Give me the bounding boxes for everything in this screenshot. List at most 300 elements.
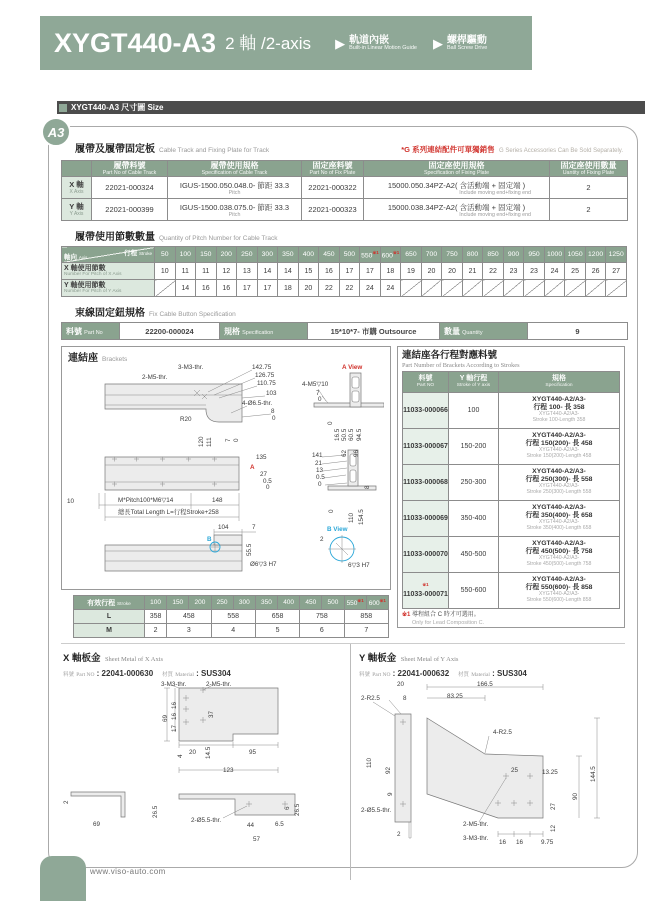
es-header-row [74, 596, 389, 610]
es-col-header: 400 [278, 596, 300, 610]
spec-label: 規格 Specification [220, 323, 308, 340]
part-value: 22200-000024 [120, 323, 220, 340]
pitch-value-cell [544, 280, 565, 297]
es-row-label: M [74, 624, 145, 638]
pitch-col-header: 700 [421, 247, 442, 263]
dimension-label: 94.5 [356, 429, 363, 442]
dimension-label: 69 [162, 715, 169, 723]
dimension-label: 144.5 [590, 766, 597, 783]
es-row [74, 610, 389, 624]
dimension-label: 0 [272, 415, 276, 423]
es-col-header: 150 [167, 596, 189, 610]
fix-spec: 15000.050.34PZ-A2( 含活動端 + 固定端 ) Include moving end+fixing end [364, 177, 550, 199]
pitch-value-cell [421, 280, 442, 297]
pitch-col-header: 1200 [585, 247, 606, 263]
dimension-label: 2 [63, 800, 70, 805]
pitch-value-cell [503, 280, 524, 297]
dimension-label: 0.5 [316, 474, 325, 482]
pitch-value-cell: 24 [544, 263, 565, 280]
pitch-table [61, 246, 627, 297]
bk-stroke: 450-500 [449, 536, 499, 572]
dimension-label: B [207, 536, 212, 544]
dimension-label: Ø6▽3 H7 [250, 561, 277, 569]
fix-part-no: 22021-000323 [302, 199, 364, 221]
es-value-cell: 858 [344, 610, 388, 624]
dimension-label: 10 [67, 498, 75, 506]
es-row-label: L [74, 610, 145, 624]
dimension-label: 9 [387, 792, 394, 797]
pitch-col-header: 750 [442, 247, 463, 263]
dimension-label: 26.5 [294, 804, 301, 817]
pitch-col-header: 950 [524, 247, 545, 263]
pitch-col-header: 50 [155, 247, 176, 263]
col-header: 固定座使用規格 Specification of Fixing Plate [364, 161, 550, 177]
pitch-value-cell: 13 [237, 263, 258, 280]
pitch-col-header: 1000 [544, 247, 565, 263]
es-value-cell: 7 [344, 624, 388, 638]
dimension-label: 83.25 [447, 693, 463, 701]
dimension-label: 2 [397, 831, 401, 839]
bk-stroke: 100 [449, 392, 499, 428]
corner-blank [62, 161, 92, 177]
pitch-value-cell: 18 [278, 280, 299, 297]
dimension-label: 4-Ø6.5-thr. [242, 400, 273, 408]
dimension-label: 0 [266, 484, 270, 492]
dimension-label: 154.5 [358, 509, 365, 526]
es-row [74, 624, 389, 638]
dimension-label: 0 [318, 396, 322, 404]
bk-header-row [403, 371, 620, 392]
dimension-label: 123 [223, 767, 234, 775]
bk-part: 11033-000069 [403, 500, 449, 536]
dimension-label: 4 [177, 754, 184, 759]
section-bar [57, 101, 645, 114]
dimension-label: A View [342, 364, 363, 372]
es-value-cell: 4 [211, 624, 255, 638]
cable-track-row-y [62, 199, 628, 221]
qty-label: 數量 Quantity [440, 323, 528, 340]
dimension-label: 110 [348, 513, 355, 524]
cable-track-title [75, 139, 625, 157]
pitch-row-1 [62, 280, 627, 297]
pitch-value-cell [155, 280, 176, 297]
dimension-label: 110 [366, 758, 373, 769]
feature-ball-screw [433, 35, 487, 52]
spec-value: 15*10*7- 市購 Outsource [308, 323, 440, 340]
dimension-label: 7 [225, 438, 232, 443]
pitch-value-cell: 14 [175, 280, 196, 297]
pitch-value-cell: 10 [155, 263, 176, 280]
part-no: 22021-000324 [92, 177, 168, 199]
dimension-label: 3-M3-thr. [161, 681, 187, 689]
y-sheet-diagram [359, 682, 609, 854]
dimension-label: 92 [385, 767, 392, 775]
dimension-label: 6.5 [275, 821, 284, 829]
dimension-label: 0 [328, 509, 335, 514]
a3-badge: A3 [41, 117, 71, 147]
bk-stroke: 350-400 [449, 500, 499, 536]
pitch-value-cell: 17 [237, 280, 258, 297]
x-sheet-diagram [63, 682, 313, 854]
pitch-value-cell: 18 [380, 263, 401, 280]
pitch-value-cell [585, 280, 606, 297]
dimension-label: 2-R2.5 [361, 695, 380, 703]
pitch-row-0 [62, 263, 627, 280]
y-sheet-title: Y 軸板金 Sheet Metal of Y Axis [359, 653, 459, 665]
es-value-cell: 558 [211, 610, 255, 624]
feature-badges [335, 35, 487, 52]
dimension-label: 21 [315, 460, 323, 468]
dimension-label: 57 [253, 836, 261, 844]
feature-zh: 軌道內嵌 [349, 34, 390, 46]
pitch-col-header: 1050 [565, 247, 586, 263]
bk-part: 11033-000066 [403, 392, 449, 428]
page-subtitle: 2 軸 /2-axis [225, 33, 312, 53]
pitch-value-cell: 14 [278, 263, 299, 280]
dimension-label: 7 [316, 390, 320, 398]
col-header: 履帶使用規格 Specification of Cable Track [168, 161, 302, 177]
arrow-icon: ▶ [335, 35, 346, 51]
pitch-section-title: 履帶使用節數數量 Quantity of Pitch Number for Cable Track [75, 232, 278, 244]
pitch-col-header: 200 [216, 247, 237, 263]
pitch-value-cell [442, 280, 463, 297]
pitch-value-cell: 11 [175, 263, 196, 280]
dimension-label: 148 [212, 497, 223, 505]
fix-spec: 15000.038.34PZ-A2( 含活動端 + 固定端 ) Include moving end+fixing end [364, 199, 550, 221]
dimension-label: 27 [260, 471, 268, 479]
effective-stroke-table [73, 595, 389, 638]
dimension-label: 0.5 [263, 478, 272, 486]
pitch-value-cell: 23 [503, 263, 524, 280]
pitch-col-header: 250 [237, 247, 258, 263]
dimension-label: 4-R2.5 [493, 729, 512, 737]
es-col-header: 250 [211, 596, 233, 610]
es-value-cell: 2 [145, 624, 167, 638]
dimension-label: 2 [320, 536, 324, 544]
page-title: XYGT440-A3 [54, 27, 217, 58]
y-sheet-meta: 料號 Part NO : 22041-000632 材質 Material : SUS304 [359, 669, 527, 679]
brackets-partno-table [402, 371, 620, 609]
g-series-note: *G 系列連結配件可單獨銷售 G Series Accessories Can Be Sold Separately. [401, 145, 623, 154]
bk-stroke: 550-600 [449, 572, 499, 608]
pitch-col-header: 400 [298, 247, 319, 263]
dimension-label: 14.5 [205, 747, 212, 760]
qty-value: 9 [528, 323, 628, 340]
fix-qty: 2 [550, 199, 628, 221]
col-header: 規格 Specification [499, 371, 620, 392]
dimension-label: A [250, 464, 255, 472]
pitch-value-cell: 20 [421, 263, 442, 280]
dimension-label: 8 [403, 695, 407, 703]
dimension-label: 13 [316, 467, 324, 475]
dimension-label: 6▽3 H7 [348, 562, 370, 570]
x-sheet-title: X 軸板金 Sheet Metal of X Axis [63, 653, 164, 665]
pitch-col-header: 100 [175, 247, 196, 263]
dimension-label: B View [327, 526, 348, 534]
es-corner: 有效行程 Stroke [74, 596, 145, 610]
es-col-header: 100 [145, 596, 167, 610]
bk-spec: XYGT440-A2/A3- 行程 250(300)- 長 558 XYGT440-A2/A3- Stroke 250(300)-Length 558 [499, 464, 620, 500]
pitch-col-header: 350 [278, 247, 299, 263]
pitch-value-cell: 20 [442, 263, 463, 280]
dimension-label: 20 [397, 681, 405, 689]
dimension-label: 95 [249, 749, 257, 757]
dimension-label: 16 [499, 839, 507, 847]
col-header: 料號 Part NO [403, 371, 449, 392]
dimension-label: 0 [233, 438, 240, 443]
fix-button-title: 束線固定鈕規格 Fix Cable Button Specification [75, 308, 236, 320]
dimension-label: 20 [189, 749, 197, 757]
pitch-value-cell: 26 [585, 263, 606, 280]
pitch-header-row [62, 247, 627, 263]
dimension-label: M*Pitch100*M6▽14 [118, 497, 174, 505]
es-value-cell: 6 [300, 624, 344, 638]
x-sheet-panel [61, 644, 351, 880]
dimension-label: 135 [256, 454, 267, 462]
fix-part-no: 22021-000322 [302, 177, 364, 199]
dimension-label: 27 [550, 803, 557, 811]
dimension-label: 16.5 [334, 429, 341, 442]
dimension-label: 166.5 [477, 681, 493, 689]
pitch-col-header: 600$^{※1}$ [380, 247, 401, 263]
dimension-label: 16 [171, 713, 178, 721]
dimension-label: 120 [198, 436, 205, 448]
bk-part: 11033-000067 [403, 428, 449, 464]
dimension-label: 3-M3-thr. [178, 364, 204, 372]
bk-spec: XYGT440-A2/A3- 行程 150(200)- 長 458 XYGT440-A2/A3- Stroke 150(200)-Length 458 [499, 428, 620, 464]
dimension-label: 0 [327, 421, 334, 426]
header-banner [40, 16, 532, 70]
y-sheet-panel [351, 644, 625, 880]
dimension-label: 37 [208, 711, 215, 719]
dimension-label: 104 [218, 524, 229, 532]
feature-zh: 螺桿驅動 [446, 34, 487, 46]
pitch-value-cell: 17 [360, 263, 381, 280]
bk-row [403, 536, 620, 572]
es-value-cell: 3 [167, 624, 211, 638]
pitch-value-cell: 20 [298, 280, 319, 297]
dimension-label: 126.75 [255, 372, 275, 380]
pitch-value-cell: 25 [565, 263, 586, 280]
bk-row [403, 428, 620, 464]
pitch-value-cell: 24 [380, 280, 401, 297]
bk-stroke: 250-300 [449, 464, 499, 500]
es-col-header: 550$^{※1}$ [344, 596, 366, 610]
green-square-icon [59, 104, 67, 112]
bk-part: 11033-000070 [403, 536, 449, 572]
dimension-label: 111 [206, 437, 213, 448]
dimension-label: 3-M3-thr. [463, 835, 489, 843]
footer-green-blob [40, 856, 86, 901]
arrow-icon: ▶ [432, 35, 443, 51]
cable-track-table [61, 160, 628, 221]
fix-button-row [62, 323, 628, 340]
feature-en: Built-in Linear Motion Guide [349, 44, 417, 51]
dimension-label: 90 [572, 793, 579, 801]
pitch-value-cell [462, 280, 483, 297]
es-value-cell: 458 [167, 610, 211, 624]
pitch-value-cell: 22 [319, 280, 340, 297]
brackets-table-title: 連結座各行程對應料號 Part Number of Brackets According to Strokes [402, 350, 520, 369]
pitch-value-cell: 22 [483, 263, 504, 280]
col-header: 固定座料號 Part No of Fix Plate [302, 161, 364, 177]
dimension-label: 16 [171, 702, 178, 710]
main-content-box [48, 126, 638, 868]
track-spec: IGUS-1500.038.075.0- 節距 33.3 Pitch [168, 199, 302, 221]
dimension-label: 13.25 [542, 769, 558, 777]
axis-label: Y 軸 Y Axis [62, 199, 92, 221]
pitch-row-label: Y 軸使用節數 Number For Pitch of Y Axis [62, 280, 155, 297]
dimension-label: 0 [318, 481, 322, 489]
pitch-value-cell: 22 [339, 280, 360, 297]
dimension-label: R20 [180, 416, 192, 424]
brackets-panel [61, 346, 391, 590]
dimension-label: 2-M5-thr. [142, 374, 168, 382]
dimension-label: 2-Ø5.5-thr. [361, 807, 392, 815]
bk-row [403, 392, 620, 428]
es-col-header: 300 [233, 596, 255, 610]
dimension-label: 7 [252, 524, 256, 532]
dimension-label: 69 [93, 821, 101, 829]
bk-row [403, 572, 620, 608]
pitch-col-header: 1250 [606, 247, 627, 263]
dimension-label: 8 [364, 485, 371, 490]
title-en: Cable Track and Fixing Plate for Track [159, 147, 270, 154]
pitch-value-cell: 17 [257, 280, 278, 297]
es-col-header: 500 [322, 596, 344, 610]
feature-en: Ball Screw Drive [446, 44, 488, 51]
title-zh: 履帶及履帶固定板 [75, 144, 155, 155]
dimension-label: 141 [312, 452, 323, 460]
track-spec: IGUS-1500.050.048.0- 節距 33.3 Pitch [168, 177, 302, 199]
pitch-value-cell: 16 [196, 280, 217, 297]
fix-button-table [61, 322, 628, 340]
part-no: 22021-000399 [92, 199, 168, 221]
pitch-col-header: 150 [196, 247, 217, 263]
dimension-label: 12 [550, 825, 557, 833]
pitch-col-header: 500 [339, 247, 360, 263]
fix-qty: 2 [550, 177, 628, 199]
dimension-label: 142.75 [252, 364, 272, 372]
dimension-label: 44 [247, 822, 255, 830]
pitch-value-cell [524, 280, 545, 297]
pitch-value-cell [606, 280, 627, 297]
cable-track-row-x [62, 177, 628, 199]
dimension-label: 96 [353, 450, 360, 458]
dimension-label: 60.5 [348, 429, 355, 442]
dimension-label: 62 [341, 450, 348, 458]
es-value-cell: 358 [145, 610, 167, 624]
es-value-cell: 758 [300, 610, 344, 624]
brackets-title: 連結座 Brackets [68, 353, 128, 365]
footer-url: www.viso-auto.com [90, 867, 166, 876]
col-header: 履帶料號 Part No of Cable Track [92, 161, 168, 177]
dimension-label: 總長Total Length L=行程Stroke+258 [118, 509, 219, 517]
col-header: 固定座使用數量 Uantity of Fixing Plate [550, 161, 628, 177]
x-sheet-meta: 料號 Part NO : 22041-000630 材質 Material : SUS304 [63, 669, 231, 679]
brackets-section [61, 346, 625, 638]
pitch-col-header: 800 [462, 247, 483, 263]
pitch-value-cell [565, 280, 586, 297]
bk-spec: XYGT440-A2/A3- 行程 100- 長 358 XYGT440-A2/A3- Stroke 100-Length 358 [499, 392, 620, 428]
pitch-value-cell: 27 [606, 263, 627, 280]
bk-body [403, 392, 620, 608]
pitch-col-header: 650 [401, 247, 422, 263]
bk-row [403, 500, 620, 536]
pitch-row-label: X 軸使用節數 Number For Pitch of X Axis [62, 263, 155, 280]
pitch-corner-cell: 行程 Stroke 軸向 Axis [62, 247, 155, 263]
es-value-cell: 658 [255, 610, 299, 624]
pitch-value-cell: 12 [216, 263, 237, 280]
pitch-value-cell: 21 [462, 263, 483, 280]
bk-stroke: 150-200 [449, 428, 499, 464]
pitch-value-cell: 15 [298, 263, 319, 280]
pitch-value-cell: 11 [196, 263, 217, 280]
bk-spec: XYGT440-A2/A3- 行程 450(500)- 長 758 XYGT440-A2/A3- Stroke 450(500)-Length 758 [499, 536, 620, 572]
dimension-label: 2-M5-thr. [206, 681, 232, 689]
brackets-partno-panel [397, 346, 625, 628]
dimension-label: 26.5 [152, 806, 159, 819]
pitch-col-header: 850 [483, 247, 504, 263]
pitch-value-cell: 14 [257, 263, 278, 280]
pitch-value-cell [401, 280, 422, 297]
pitch-value-cell: 16 [216, 280, 237, 297]
dimension-label: 25 [511, 767, 519, 775]
feature-linear-guide [335, 35, 417, 52]
es-col-header: 350 [255, 596, 277, 610]
pitch-value-cell: 17 [339, 263, 360, 280]
pitch-col-header: 900 [503, 247, 524, 263]
bk-spec: XYGT440-A2/A3- 行程 350(400)- 長 658 XYGT440-A2/A3- Stroke 350(400)-Length 658 [499, 500, 620, 536]
pitch-value-cell: 16 [319, 263, 340, 280]
es-col-header: 450 [300, 596, 322, 610]
dimension-label: 4-M5▽10 [302, 381, 329, 389]
dimension-label: 103 [266, 390, 277, 398]
dimension-label: 50.5 [341, 429, 348, 442]
pitch-value-cell: 23 [524, 263, 545, 280]
brackets-drawing [66, 365, 384, 587]
dimension-label: 6 [284, 806, 291, 811]
dimension-label: 55.5 [246, 544, 253, 557]
pitch-value-cell: 19 [401, 263, 422, 280]
col-header: Y 軸行程 Stroke of Y axis [449, 371, 499, 392]
pitch-value-cell: 24 [360, 280, 381, 297]
dimension-label: 2-M5-thr. [463, 821, 489, 829]
axis-label: X 軸 X Axis [62, 177, 92, 199]
pitch-col-header: 450 [319, 247, 340, 263]
brackets-footnote: ※1 導程組合 C 時才可選用。 Only for Lead Composition C. [402, 611, 485, 626]
bk-row [403, 464, 620, 500]
dimension-label: 110.75 [257, 380, 276, 388]
dimension-label: 2-Ø5.5-thr. [191, 817, 222, 825]
part-label: 料號 Part No [62, 323, 120, 340]
es-col-header: 600$^{※1}$ [366, 596, 388, 610]
dimension-label: 17 [171, 725, 178, 733]
dimension-label: 8 [271, 408, 275, 416]
es-col-header: 200 [189, 596, 211, 610]
brackets-diagram [66, 365, 384, 587]
bk-part: 11033-000068 [403, 464, 449, 500]
sheet-metal-section [61, 643, 625, 880]
pitch-value-cell [483, 280, 504, 297]
cable-track-header-row [62, 161, 628, 177]
dimension-label: 9.75 [541, 839, 554, 847]
dimension-label: 16 [516, 839, 524, 847]
bk-spec: XYGT440-A2/A3- 行程 550(600)- 長 858 XYGT440-A2/A3- Stroke 550(600)-Length 858 [499, 572, 620, 608]
section-bar-label: XYGT440-A3 尺寸圖 Size [71, 103, 164, 112]
bk-part: $^{※1}$ 11033-000071 [403, 572, 449, 608]
pitch-col-header: 550$^{※1}$ [360, 247, 381, 263]
